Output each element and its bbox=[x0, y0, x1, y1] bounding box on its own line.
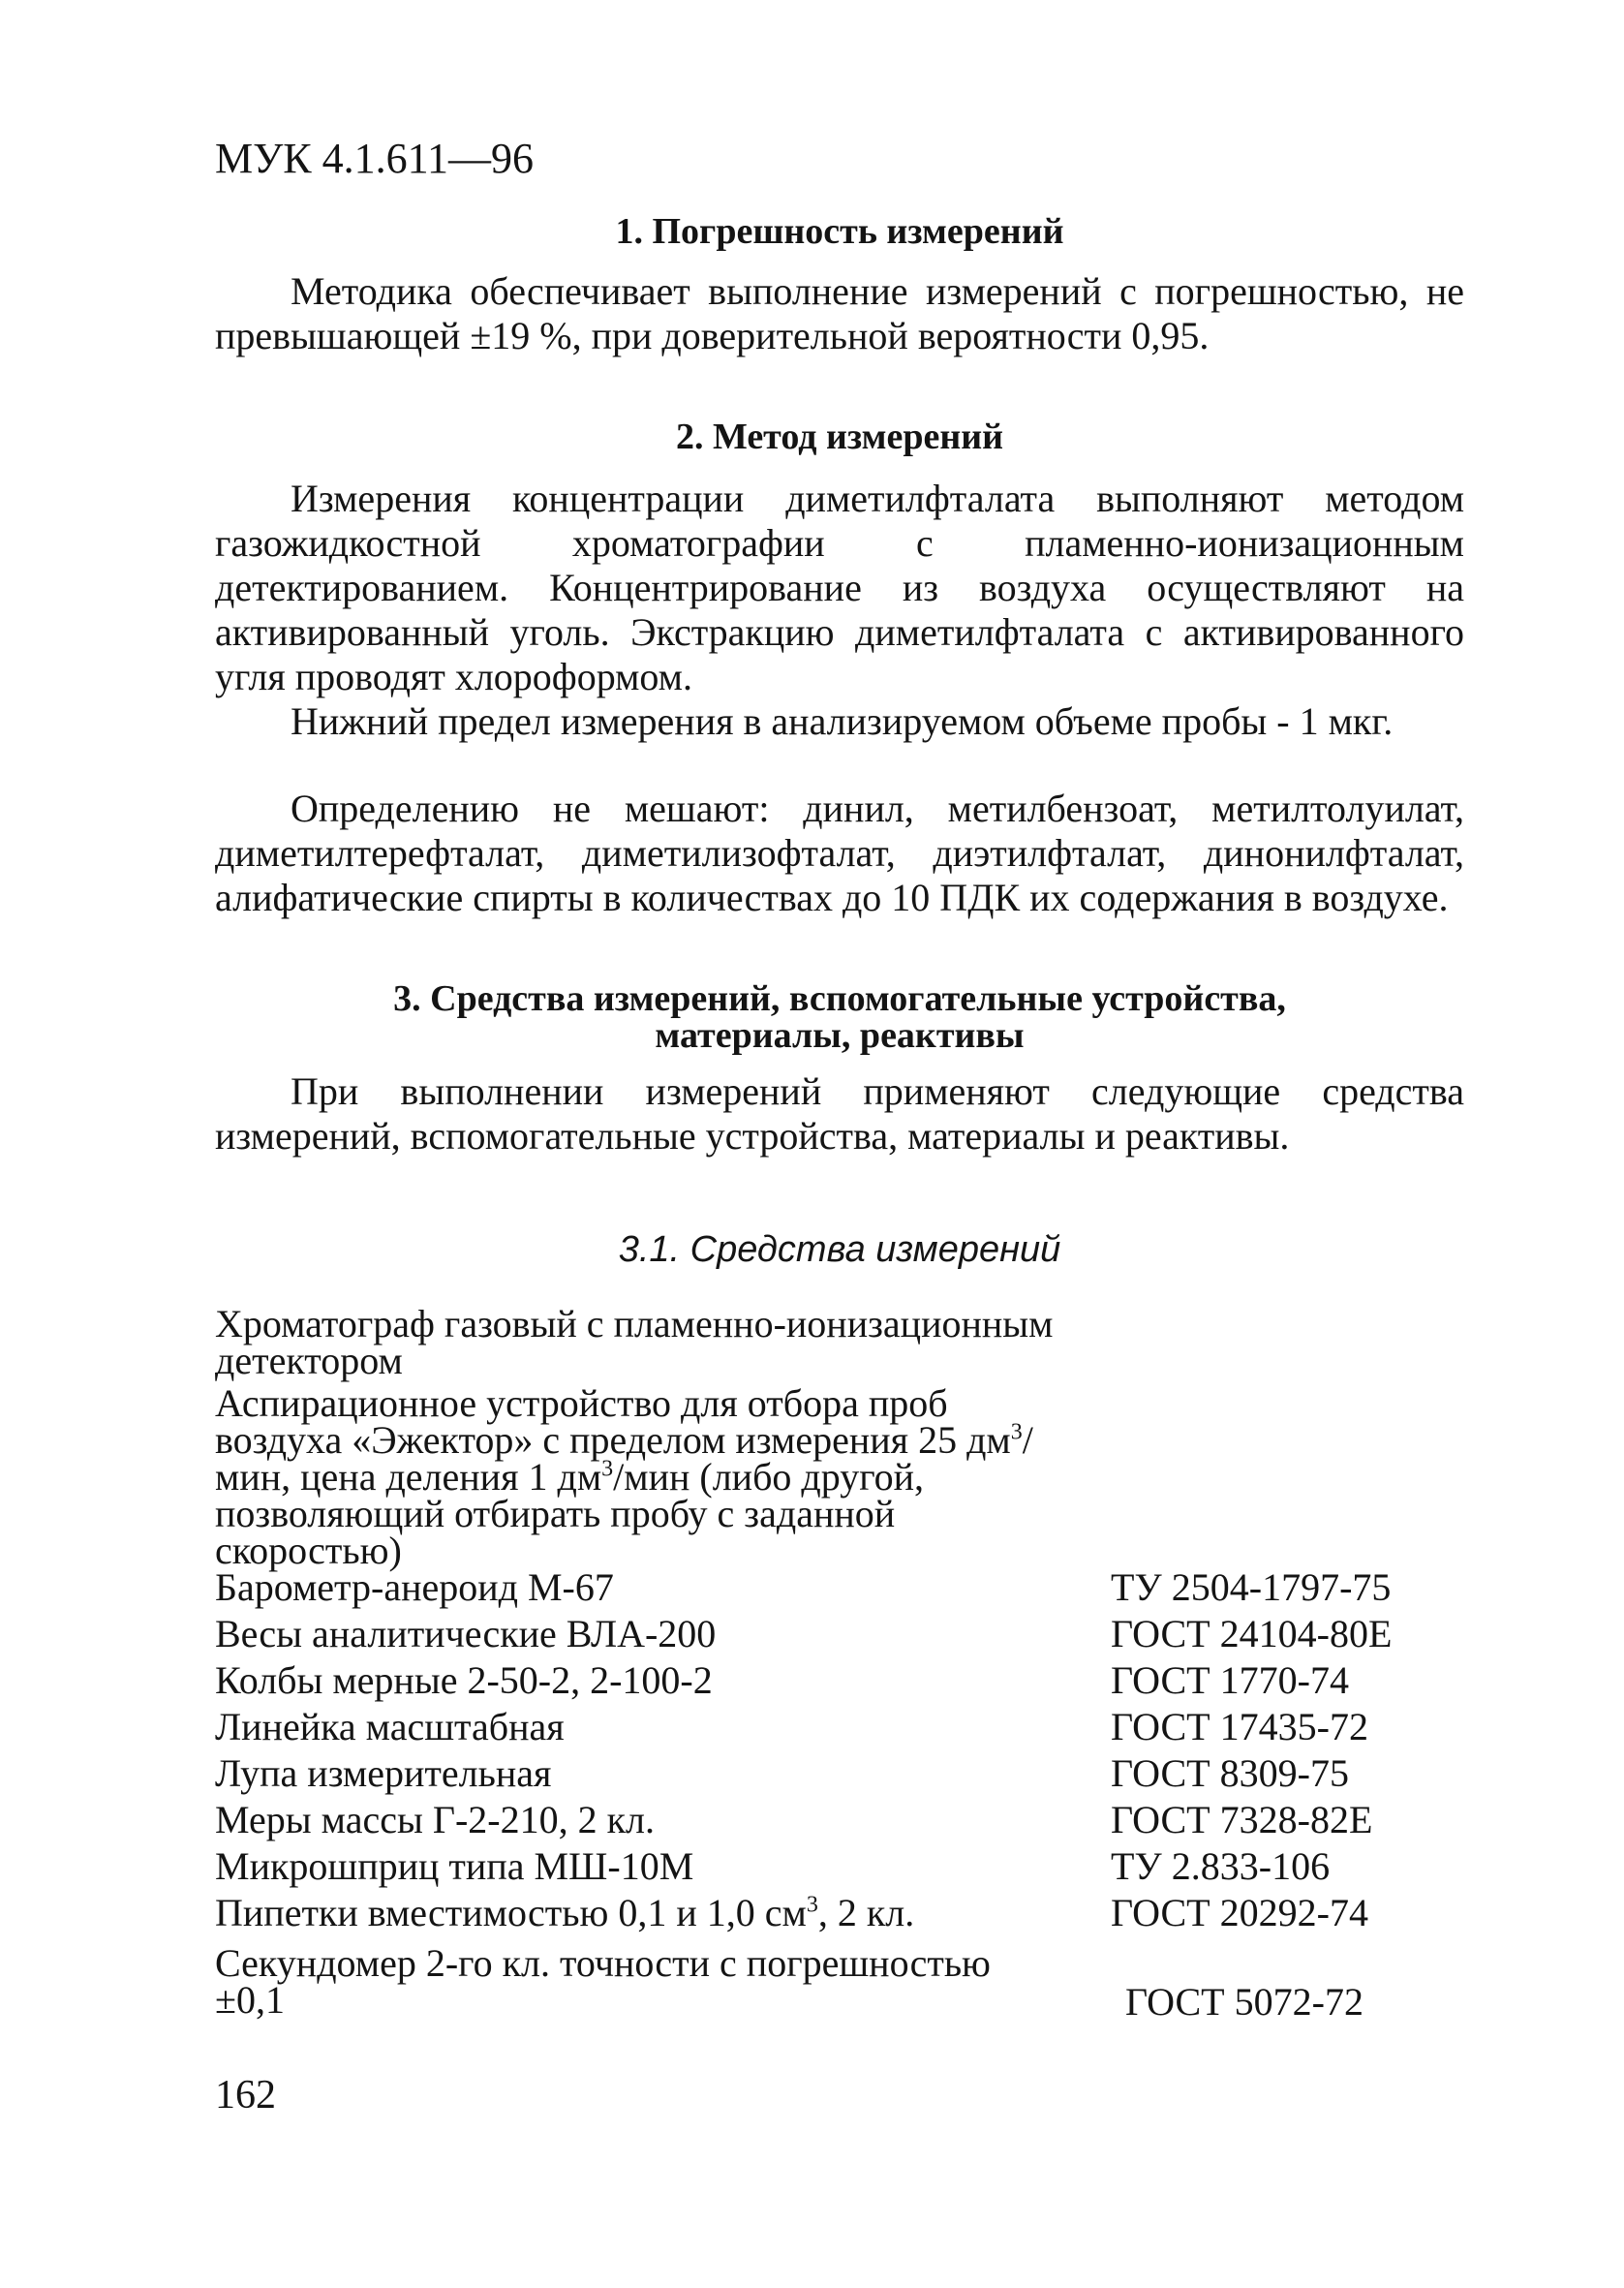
instrument-name: Лупа измерительная bbox=[215, 1751, 552, 1795]
page-number: 162 bbox=[215, 2073, 276, 2118]
instrument-name: Микрошприц типа МШ-10М bbox=[215, 1844, 694, 1888]
instrument-standard: ГОСТ 24104-80Е bbox=[1111, 1612, 1393, 1655]
instrument-name: Меры массы Г-2-210, 2 кл. bbox=[215, 1798, 656, 1841]
section-2-paragraph: Определению не мешают: динил, метилбензоат, метилтолуилат, диметилтерефталат, диметилизофталат, диэтилфталат, динонилфталат, алифатические спирты в количествах до 10 ПДК их содержания в воздухе. bbox=[215, 787, 1464, 919]
section-3-text: При выполнении измерений применяют следующие средства измерений, вспомогательные устройства, материалы и реактивы. bbox=[215, 1069, 1464, 1158]
section-1-text: Методика обеспечивает выполнение измерений с погрешностью, не превышающей ±19 %, при доверительной вероятности 0,95. bbox=[215, 269, 1464, 357]
instrument-row bbox=[215, 1302, 1464, 1383]
document-code: МУК 4.1.611—96 bbox=[215, 135, 534, 182]
section-2-paragraph: Измерения концентрации диметилфталата выполняют методом газожидкостной хроматографии с пламенно-ионизационным детектированием. Концентрирование из воздуха осуществляют на активированный уголь. Экстракцию диметилфталата с активированного угля проводят хлороформом. bbox=[215, 477, 1464, 698]
instrument-name: Колбы мерные 2-50-2, 2-100-2 bbox=[215, 1658, 713, 1702]
instrument-row bbox=[215, 1941, 1464, 2024]
instrument-standard: ГОСТ 20292-74 bbox=[1111, 1891, 1368, 1934]
instrument-name: Пипетки вместимостью 0,1 и 1,0 $см^3$, 2 кл. bbox=[215, 1891, 915, 1934]
instrument-standard: ТУ 2.833-106 bbox=[1111, 1844, 1331, 1888]
instrument-standard: ГОСТ 7328-82Е bbox=[1111, 1798, 1373, 1841]
section-3-title-line-2: материалы, реактивы bbox=[655, 1015, 1025, 1056]
instrument-standard: ГОСТ 1770-74 bbox=[1111, 1658, 1349, 1702]
instrument-name: Весы аналитические ВЛА-200 bbox=[215, 1612, 717, 1655]
instrument-standard: ГОСТ 5072-72 bbox=[1125, 1980, 1364, 2024]
instrument-name: Барометр-анероид М-67 bbox=[215, 1565, 614, 1609]
instrument-standard: ГОСТ 17435-72 bbox=[1111, 1705, 1368, 1748]
instrument-row bbox=[215, 1381, 1464, 1572]
section-1-title: 1. Погрешность измерений bbox=[615, 211, 1064, 252]
section-3-title-line-1: 3. Средства измерений, вспомогательные устройства, bbox=[393, 978, 1286, 1019]
instrument-name: Аспирационное устройство для отбора проб воздуха «Эжектор» с пределом измерения 25 $дм^3$/мин, цена деления 1 $дм^3$/мин (либо другой, позволяющий отбирать пробу с заданной скоростью) bbox=[215, 1381, 1033, 1572]
instrument-name: Секундомер 2-го кл. точности с погрешностью ±0,1 bbox=[215, 1941, 991, 2022]
instrument-standard: ТУ 2504-1797-75 bbox=[1111, 1565, 1392, 1609]
section-2-paragraph: Нижний предел измерения в анализируемом объеме пробы - 1 мкг. bbox=[291, 699, 1394, 743]
subsection-3-1-title: 3.1. Средства измерений bbox=[618, 1229, 1061, 1270]
instrument-standard: ГОСТ 8309-75 bbox=[1111, 1751, 1349, 1795]
instrument-name: Хроматограф газовый с пламенно-ионизационным детектором bbox=[215, 1302, 1054, 1382]
section-2-title: 2. Метод измерений bbox=[675, 417, 1004, 457]
instrument-name: Линейка масштабная bbox=[215, 1705, 565, 1748]
